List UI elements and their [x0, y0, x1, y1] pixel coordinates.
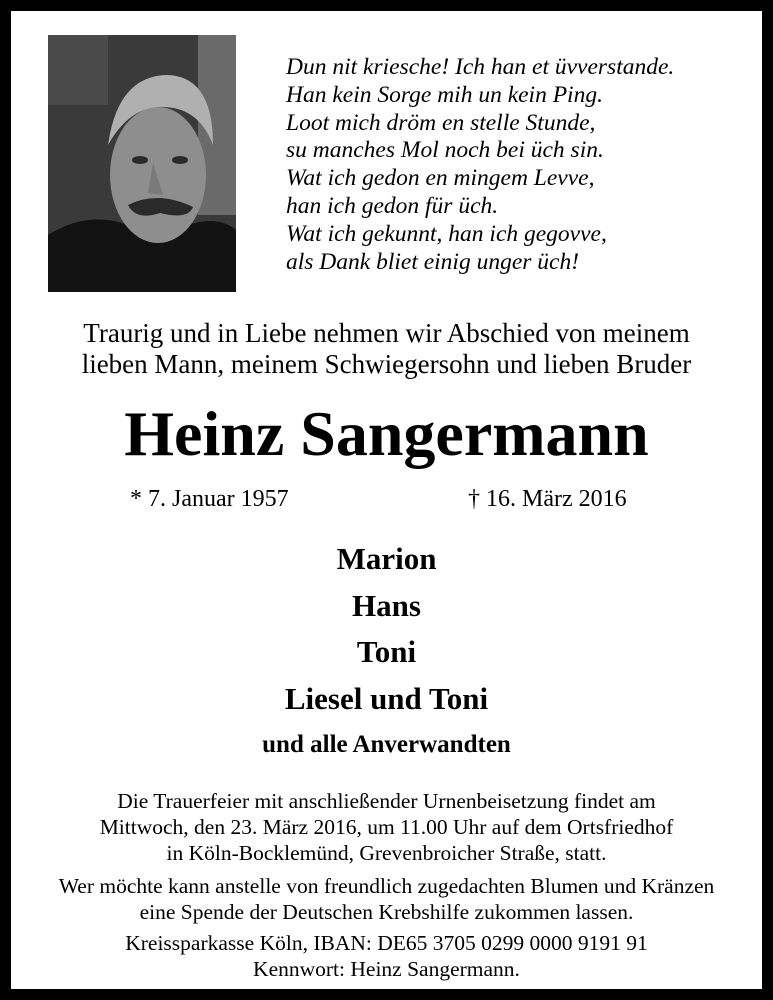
donation-line: eine Spende der Deutschen Krebshilfe zukommen lassen. — [139, 900, 634, 924]
portrait-icon — [48, 35, 236, 292]
poem — [286, 54, 674, 276]
mourner-name: Hans — [352, 587, 421, 623]
birth-date: * 7. Januar 1957 — [130, 486, 289, 512]
poem-line: han ich gedon für üch. — [286, 192, 499, 219]
portrait-photo — [48, 35, 236, 292]
poem-line: Loot mich dröm en stelle Stunde, — [286, 109, 596, 136]
poem-line: su manches Mol noch bei üch sin. — [286, 137, 604, 164]
intro-line: Traurig und in Liebe nehmen wir Abschied von meinem — [83, 318, 690, 348]
mourner-name: Toni — [356, 634, 417, 669]
intro-line: lieben Mann, meinem Schwiegersohn und lieben Bruder — [81, 349, 692, 379]
poem-line: Han kein Sorge mih un kein Ping. — [286, 81, 603, 108]
poem-line: Wat ich gedon en mingem Levve, — [286, 165, 595, 192]
mourner-name: Marion — [336, 541, 437, 576]
poem-line: Wat ich gekunnt, han ich gegovve, — [286, 220, 607, 247]
death-date: † 16. März 2016 — [468, 486, 627, 512]
bank-line: Kennwort: Heinz Sangermann. — [253, 957, 520, 981]
mourners-list — [0, 536, 773, 722]
donation-info — [0, 873, 773, 925]
bank-info — [0, 930, 773, 982]
deceased-name: Heinz Sangermann — [124, 398, 649, 469]
service-info — [0, 788, 773, 866]
bank-line: Kreissparkasse Köln, IBAN: DE65 3705 0299 0000 9191 91 — [125, 931, 648, 955]
mourner-name: Liesel und Toni — [284, 680, 489, 716]
relatives-line: und alle Anverwandten — [262, 731, 511, 758]
service-line: Mittwoch, den 23. März 2016, um 11.00 Uhr auf dem Ortsfriedhof — [99, 815, 674, 839]
poem-line: als Dank bliet einig unger üch! — [286, 248, 580, 275]
donation-line: Wer möchte kann anstelle von freundlich zugedachten Blumen und Kränzen — [58, 874, 715, 898]
intro-text — [0, 318, 773, 380]
service-line: Die Trauerfeier mit anschließender Urnenbeisetzung findet am — [117, 789, 656, 813]
poem-line: Dun nit kriesche! Ich han et üvverstande. — [286, 54, 675, 80]
service-line: in Köln-Bocklemünd, Grevenbroicher Straße, statt. — [166, 841, 607, 865]
